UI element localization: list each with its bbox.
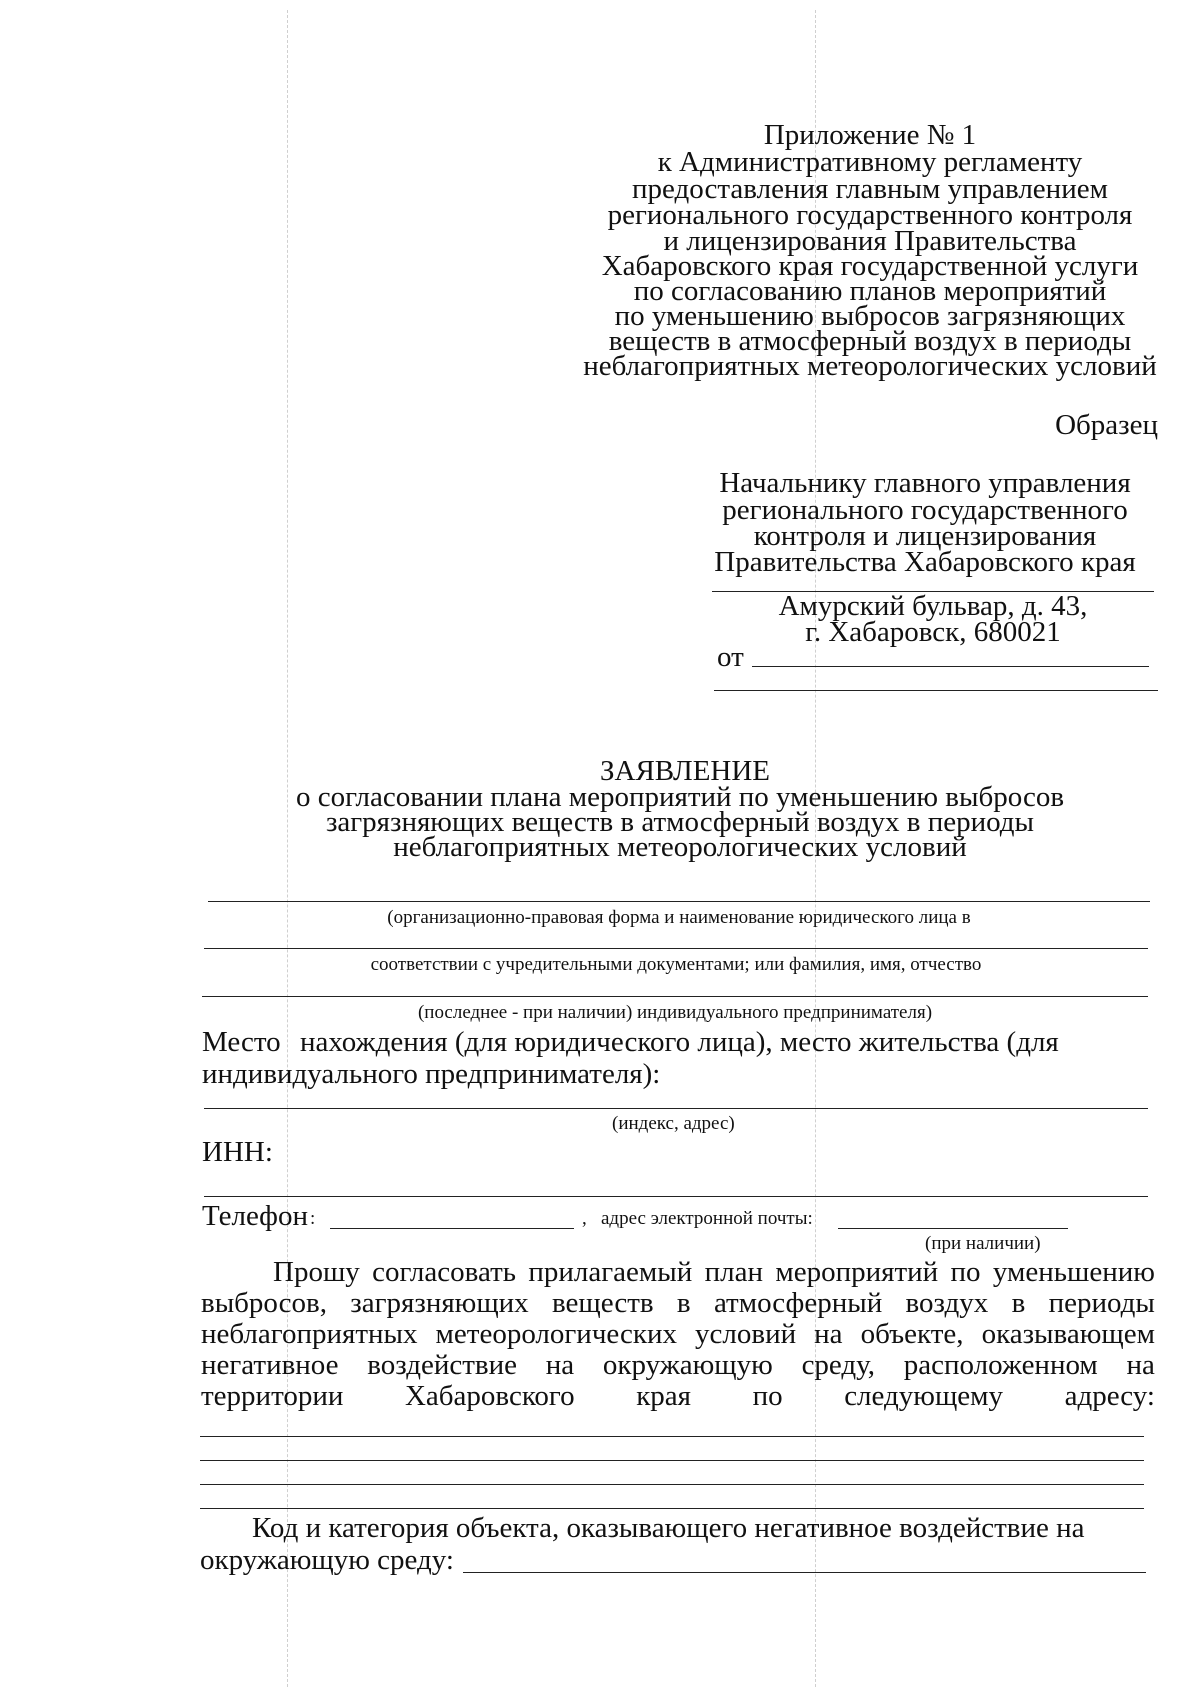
- address-line: Амурский бульвар, д. 43,: [778, 590, 1088, 622]
- applicant-hint: соответствии с учредительными документами; или фамилия, имя, отчество: [370, 954, 982, 975]
- appendix-line: по согласованию планов мероприятий: [633, 275, 1107, 307]
- request-word: веществ: [552, 1287, 654, 1319]
- request-word: Прошу: [273, 1256, 360, 1288]
- email-field-line[interactable]: [838, 1228, 1068, 1229]
- request-word: Хабаровского: [404, 1380, 575, 1412]
- applicant-hint: (последнее - при наличии) индивидуального предпринимателя): [417, 1002, 933, 1023]
- request-row: [201, 1351, 1155, 1382]
- object-address-line[interactable]: [200, 1508, 1144, 1509]
- from-field-line[interactable]: [752, 666, 1149, 667]
- applicant-name-line-2[interactable]: [204, 948, 1148, 949]
- phone-label: Телефон: [202, 1200, 308, 1232]
- request-word: по: [950, 1256, 981, 1288]
- location-text: индивидуального предпринимателя):: [202, 1058, 661, 1090]
- request-row: [201, 1289, 1155, 1320]
- location-label: Место: [202, 1026, 281, 1058]
- object-address-line[interactable]: [200, 1484, 1144, 1485]
- addressee-line: регионального государственного: [722, 494, 1128, 526]
- request-word: среду,: [801, 1349, 876, 1381]
- request-word: согласовать: [372, 1256, 516, 1288]
- appendix-line: регионального государственного контроля: [607, 199, 1133, 231]
- code-field-line[interactable]: [463, 1572, 1146, 1573]
- subtitle-line: загрязняющих веществ в атмосферный воздух в периоды: [325, 806, 1035, 838]
- code-text: окружающую среду:: [200, 1544, 454, 1576]
- request-word: атмосферный: [713, 1287, 883, 1319]
- request-word: оказывающем: [981, 1318, 1155, 1350]
- request-paragraph: [201, 1258, 1155, 1413]
- request-word: план: [704, 1256, 763, 1288]
- phone-comma: ,: [582, 1208, 587, 1229]
- applicant-name-line-3[interactable]: [202, 996, 1148, 997]
- request-word: края: [636, 1380, 691, 1412]
- request-word: негативное: [201, 1349, 339, 1381]
- appendix-line: предоставления главным управлением: [632, 173, 1108, 205]
- addressee-line: контроля и лицензирования: [753, 520, 1097, 552]
- request-word: уменьшению: [992, 1256, 1155, 1288]
- appendix-line: и лицензирования Правительства: [663, 225, 1077, 257]
- location-text: нахождения (для юридического лица), место жительства (для: [300, 1026, 1059, 1058]
- appendix-line: Хабаровского края государственной услуги: [601, 250, 1139, 282]
- inn-label: ИНН:: [202, 1136, 273, 1168]
- request-word: выбросов,: [201, 1287, 327, 1319]
- request-word: адресу:: [1064, 1380, 1155, 1412]
- object-address-line[interactable]: [200, 1460, 1144, 1461]
- request-word: мероприятий: [775, 1256, 939, 1288]
- document-title: ЗАЯВЛЕНИЕ: [599, 755, 771, 787]
- phone-colon: :: [310, 1208, 316, 1229]
- applicant-hint: (организационно-правовая форма и наименование юридического лица в: [387, 907, 971, 928]
- request-word: на: [814, 1318, 843, 1350]
- inn-field-line[interactable]: [204, 1196, 1148, 1197]
- request-word: объекте,: [860, 1318, 964, 1350]
- request-word: в: [676, 1287, 691, 1319]
- location-field-line[interactable]: [204, 1108, 1148, 1109]
- addressee-line: Начальнику главного управления: [719, 467, 1131, 499]
- from-label: от: [717, 641, 744, 673]
- from-field-line-2[interactable]: [714, 690, 1158, 691]
- request-word: загрязняющих: [350, 1287, 529, 1319]
- location-hint: (индекс, адрес): [612, 1113, 735, 1134]
- sample-label: Образец: [1055, 409, 1158, 441]
- request-word: окружающую: [602, 1349, 773, 1381]
- address-line: г. Хабаровск, 680021: [805, 616, 1061, 648]
- request-word: прилагаемый: [528, 1256, 693, 1288]
- subtitle-line: неблагоприятных метеорологических условий: [393, 831, 967, 863]
- request-row: [201, 1258, 1155, 1289]
- request-word: воздействие: [367, 1349, 517, 1381]
- request-word: периоды: [1048, 1287, 1155, 1319]
- request-word: метеорологических: [435, 1318, 677, 1350]
- object-address-line[interactable]: [200, 1436, 1144, 1437]
- request-word: следующему: [844, 1380, 1003, 1412]
- appendix-line: Приложение № 1: [763, 119, 977, 151]
- request-word: неблагоприятных: [201, 1318, 418, 1350]
- email-hint: (при наличии): [925, 1233, 1041, 1254]
- request-word: по: [752, 1380, 783, 1412]
- request-word: на: [1126, 1349, 1155, 1381]
- request-word: территории: [201, 1380, 344, 1412]
- request-word: условий: [695, 1318, 797, 1350]
- applicant-name-line[interactable]: [208, 901, 1150, 902]
- request-row: [201, 1320, 1155, 1351]
- request-word: расположенном: [903, 1349, 1098, 1381]
- request-word: на: [545, 1349, 575, 1381]
- email-label: адрес электронной почты:: [601, 1208, 813, 1229]
- addressee-line: Правительства Хабаровского края: [714, 546, 1136, 578]
- appendix-line: по уменьшению выбросов загрязняющих: [614, 300, 1126, 332]
- request-word: воздух: [905, 1287, 989, 1319]
- appendix-line: неблагоприятных метеорологических условий: [583, 350, 1157, 382]
- code-text: Код и категория объекта, оказывающего негативное воздействие на: [252, 1512, 1085, 1544]
- appendix-line: к Административному регламенту: [657, 146, 1083, 178]
- phone-field-line[interactable]: [330, 1228, 574, 1229]
- request-row: [201, 1382, 1155, 1413]
- request-word: в: [1011, 1287, 1026, 1319]
- subtitle-line: о согласовании плана мероприятий по уменьшению выбросов: [295, 781, 1065, 813]
- appendix-line: веществ в атмосферный воздух в периоды: [608, 325, 1132, 357]
